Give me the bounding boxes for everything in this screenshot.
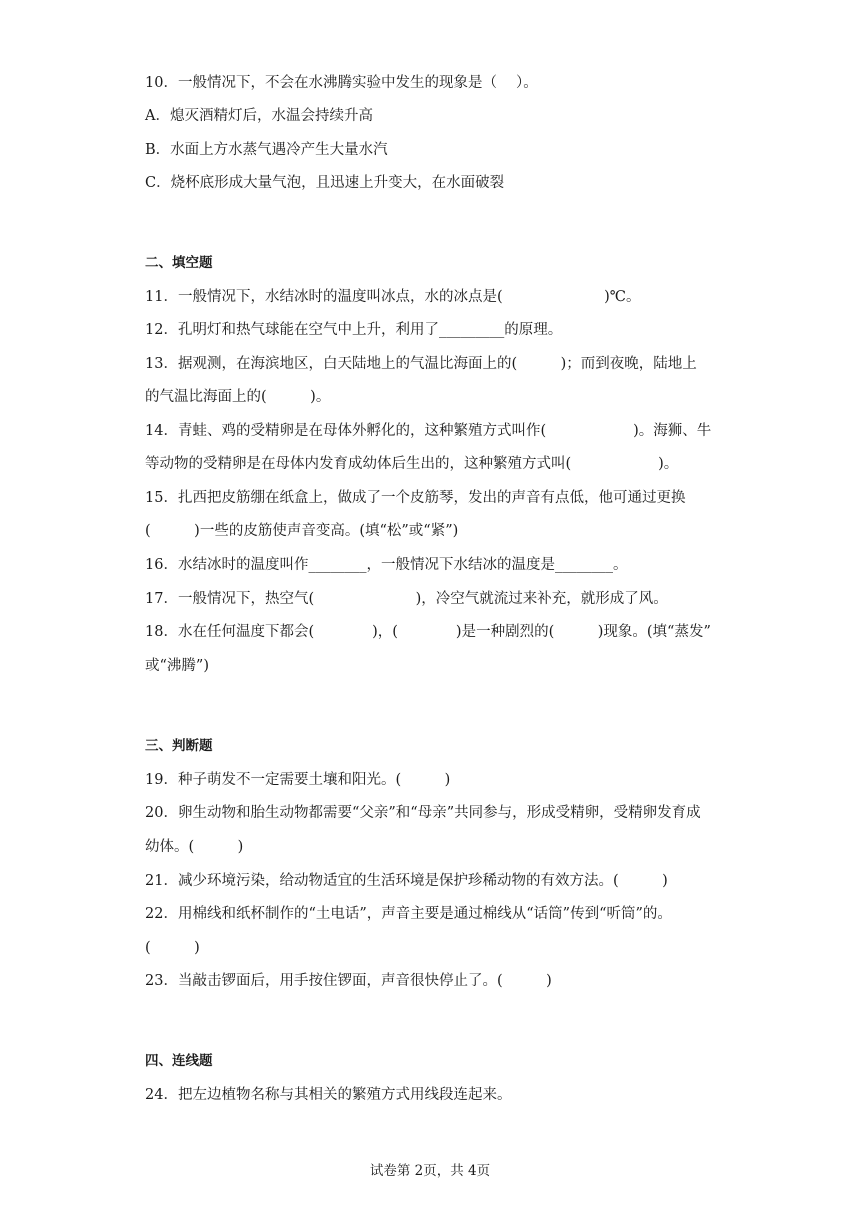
section-heading-fill-in: 二、填空题 [145, 255, 213, 271]
question-17: 17．一般情况下，热空气( )，冷空气就流过来补充，就形成了风。 [145, 591, 668, 607]
question-15-line-2: ( )一些的皮筋使声音变高。(填“松”或“紧”) [145, 523, 459, 539]
question-20-line-2: 幼体。( ) [145, 839, 244, 855]
section-heading-matching: 四、连线题 [145, 1053, 213, 1069]
question-22-line-1: 22．用棉线和纸杯制作的“土电话”，声音主要是通过棉线从“话筒”传到“听筒”的。 [145, 906, 672, 922]
section-heading-true-false: 三、判断题 [145, 738, 213, 754]
question-23: 23．当敲击锣面后，用手按住锣面，声音很快停止了。( ) [145, 973, 552, 989]
question-18-line-2: 或“沸腾”) [145, 658, 209, 674]
question-21: 21．减少环境污染，给动物适宜的生活环境是保护珍稀动物的有效方法。( ) [145, 873, 668, 889]
question-20-line-1: 20．卵生动物和胎生动物都需要“父亲”和“母亲”共同参与，形成受精卵，受精卵发育成 [145, 805, 701, 821]
question-13-line-1: 13．据观测，在海滨地区，白天陆地上的气温比海面上的( )；而到夜晚，陆地上 [145, 356, 697, 372]
question-14-line-2: 等动物的受精卵是在母体内发育成幼体后生出的，这种繁殖方式叫( )。 [145, 456, 679, 472]
question-15-line-1: 15．扎西把皮筋绷在纸盒上，做成了一个皮筋琴，发出的声音有点低，他可通过更换 [145, 490, 686, 506]
question-12: 12．孔明灯和热气球能在空气中上升，利用了_________的原理。 [145, 322, 563, 338]
question-16: 16．水结冰时的温度叫作________，一般情况下水结冰的温度是________。 [145, 557, 628, 573]
option-a: A．熄灭酒精灯后，水温会持续升高 [145, 108, 373, 124]
question-13-line-2: 的气温比海面上的( )。 [145, 389, 331, 405]
question-10: 10．一般情况下，不会在水沸腾实验中发生的现象是（ ）。 [145, 75, 538, 91]
question-24: 24．把左边植物名称与其相关的繁殖方式用线段连起来。 [145, 1087, 512, 1103]
question-18-line-1: 18．水在任何温度下都会( )，( )是一种剧烈的( )现象。(填“蒸发” [145, 624, 711, 640]
option-b: B．水面上方水蒸气遇冷产生大量水汽 [145, 142, 388, 158]
page-footer: 试卷第 2页，共 4页 [369, 1163, 491, 1179]
question-14-line-1: 14．青蛙、鸡的受精卵是在母体外孵化的，这种繁殖方式叫作( )。海狮、牛 [145, 423, 712, 439]
question-22-line-2: ( ) [145, 940, 200, 956]
option-c: C．烧杯底形成大量气泡，且迅速上升变大，在水面破裂 [145, 175, 505, 191]
question-19: 19．种子萌发不一定需要土壤和阳光。( ) [145, 772, 451, 788]
question-11: 11．一般情况下，水结冰时的温度叫冰点，水的冰点是( )℃。 [145, 289, 641, 305]
